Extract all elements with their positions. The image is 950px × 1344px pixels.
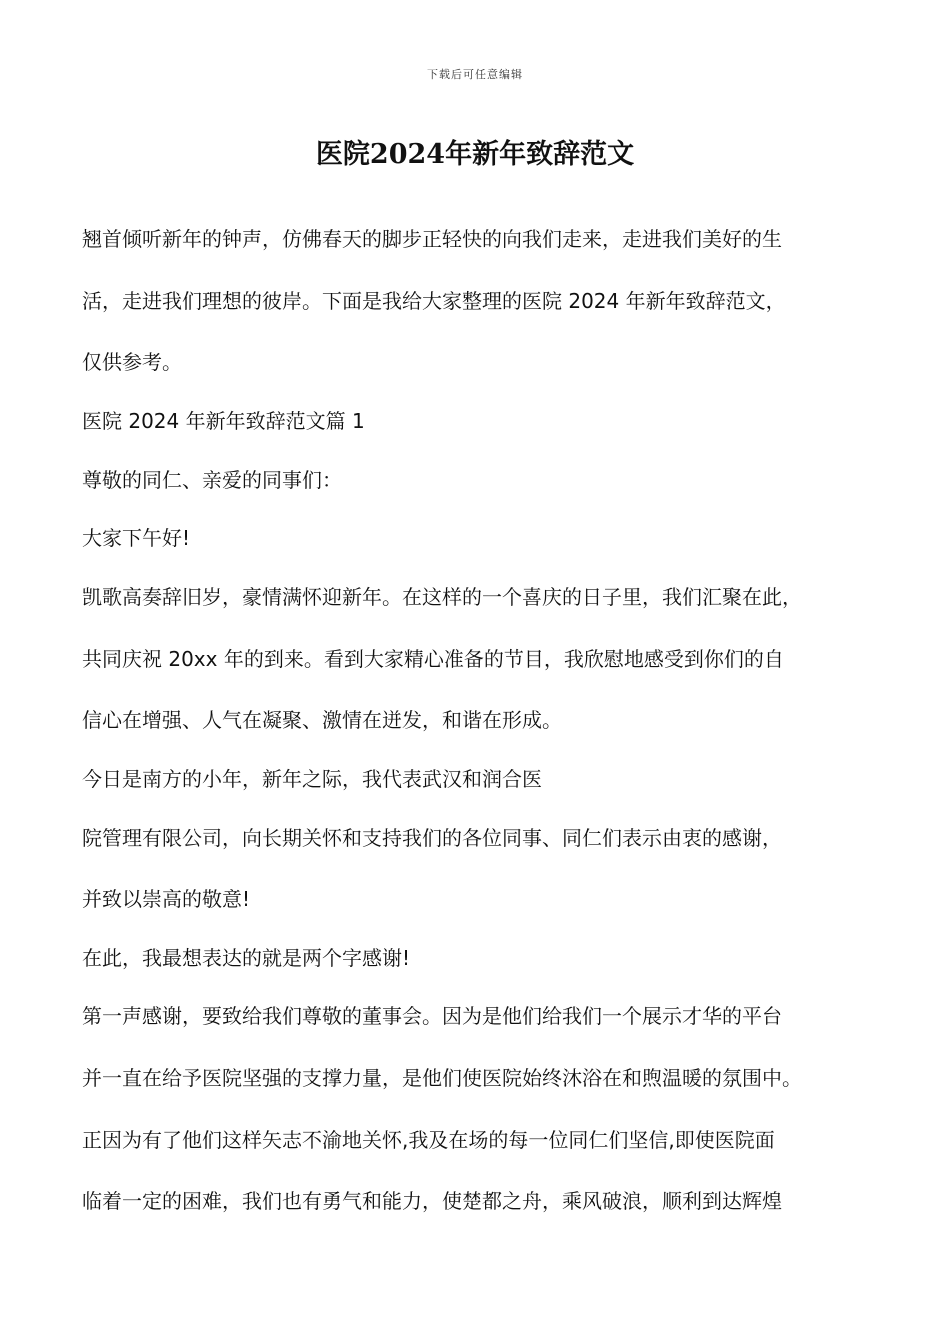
body-line: 第一声感谢，要致给我们尊敬的董事会。因为是他们给我们一个展示才华的平台 (82, 1004, 782, 1028)
body-line: 并致以崇高的敬意! (82, 887, 251, 911)
body-line: 院管理有限公司，向长期关怀和支持我们的各位同事、同仁们表示由衷的感谢， (82, 826, 782, 850)
body-line: 并一直在给予医院坚强的支撑力量，是他们使医院始终沐浴在和煦温暖的氛围中。 (82, 1066, 802, 1090)
body-line: 活，走进我们理想的彼岸。下面是我给大家整理的医院 2024 年新年致辞范文， (82, 289, 786, 313)
body-line: 临着一定的困难，我们也有勇气和能力，使楚都之舟，乘风破浪，顺利到达辉煌 (82, 1189, 782, 1213)
body-line: 信心在增强、人气在凝聚、激情在迸发，和谐在形成。 (82, 708, 562, 732)
download-note: 下载后可任意编辑 (427, 68, 523, 81)
body-line: 仅供参考。 (82, 350, 182, 374)
section-heading: 医院 2024 年新年致辞范文篇 1 (82, 409, 365, 433)
document-title: 医院2024年新年致辞范文 (315, 139, 635, 170)
body-line: 今日是南方的小年，新年之际，我代表武汉和润合医 (82, 767, 542, 791)
body-line: 在此，我最想表达的就是两个字感谢! (82, 946, 411, 970)
greeting: 大家下午好! (82, 526, 191, 550)
salutation: 尊敬的同仁、亲爱的同事们： (82, 468, 342, 492)
body-line: 正因为有了他们这样矢志不渝地关怀,我及在场的每一位同仁们坚信,即使医院面 (82, 1128, 775, 1152)
body-line: 共同庆祝 20xx 年的到来。看到大家精心准备的节目，我欣慰地感受到你们的自 (82, 647, 784, 671)
body-line: 凯歌高奏辞旧岁，豪情满怀迎新年。在这样的一个喜庆的日子里，我们汇聚在此， (82, 585, 802, 609)
body-line: 翘首倾听新年的钟声，仿佛春天的脚步正轻快的向我们走来，走进我们美好的生 (82, 227, 782, 251)
